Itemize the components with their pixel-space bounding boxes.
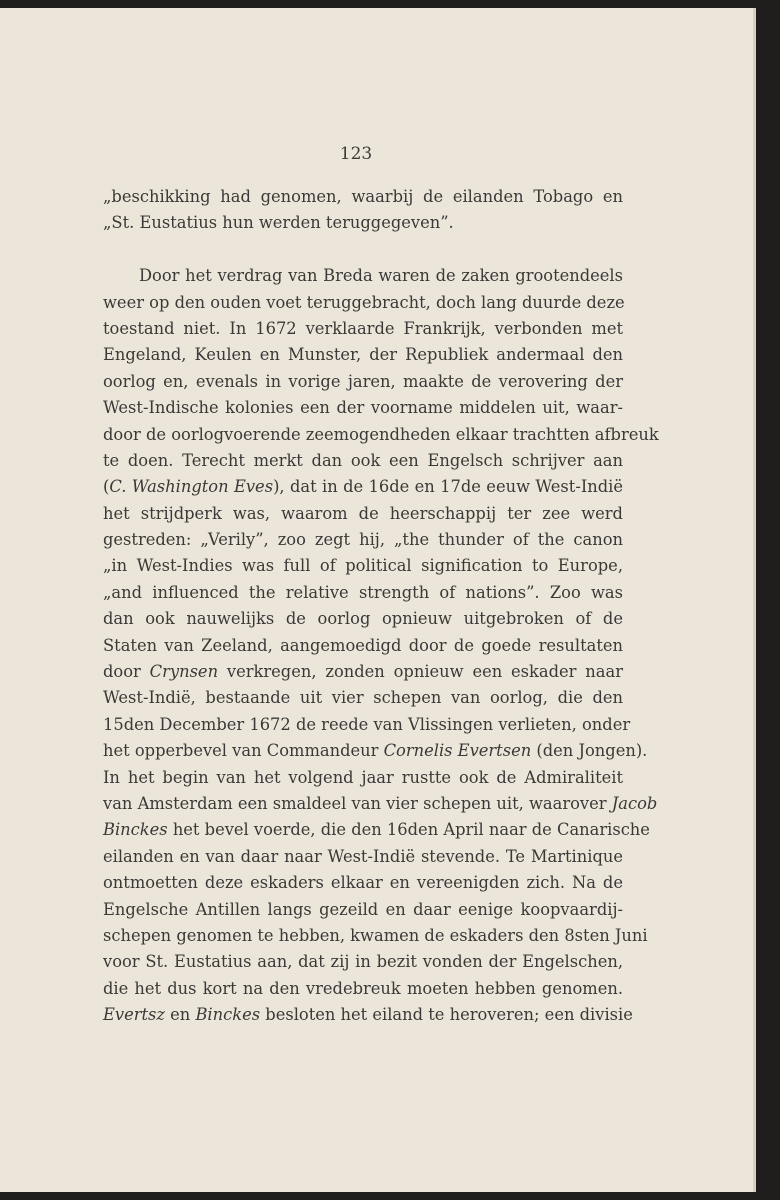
text-line — [103, 897, 623, 923]
text-run: voor St. Eustatius aan, dat zij in bezit vonden der Engelschen, — [103, 952, 623, 972]
text-run: Staten van Zeeland, aangemoedigd door de goede resultaten — [103, 635, 623, 655]
book-page — [0, 8, 756, 1192]
text-line — [103, 976, 623, 1002]
text-run: van Amsterdam een smaldeel van vier schepen uit, waarover — [103, 793, 612, 813]
text-line — [103, 765, 623, 791]
text-line — [103, 1002, 633, 1028]
text-line — [103, 580, 623, 606]
text-line — [103, 844, 623, 870]
text-line — [103, 949, 623, 975]
text-line — [103, 712, 631, 738]
text-run: oorlog en, evenals in vorige jaren, maakte de verovering der — [103, 371, 623, 391]
italic-name: Evertsz — [103, 1005, 165, 1025]
text-line — [103, 342, 623, 368]
text-run: het opperbevel van Commandeur — [103, 741, 384, 761]
text-line — [103, 870, 623, 896]
text-run: ( — [103, 477, 110, 497]
text-line — [103, 422, 659, 448]
text-run: 15den December 1672 de reede van Vlissingen verlieten, onder — [103, 714, 631, 734]
italic-name: C. Washington Eves — [109, 477, 274, 497]
text-run: ontmoetten deze eskaders elkaar en vereenigden zich. Na de — [103, 873, 623, 893]
text-line — [103, 501, 623, 527]
italic-name: Crynsen — [149, 662, 219, 682]
text-line — [103, 633, 623, 659]
text-run: besloten het eiland te heroveren; een divisie — [260, 1005, 633, 1025]
text-run: door — [103, 662, 150, 682]
page-number: 123 — [339, 144, 373, 164]
text-line — [103, 263, 623, 289]
text-run: West-Indië, bestaande uit vier schepen van oorlog, die den — [103, 688, 623, 708]
text-line — [103, 923, 648, 949]
text-line — [103, 210, 623, 236]
text-run: het bevel voerde, die den 16den April naar de Canarische — [167, 820, 650, 840]
text-run: weer op den ouden voet teruggebracht, doch lang duurde deze — [103, 292, 625, 312]
text-line — [103, 369, 623, 395]
text-line — [103, 448, 623, 474]
text-line — [103, 553, 623, 579]
text-run: dan ook nauwelijks de oorlog opnieuw uitgebroken of de — [103, 609, 623, 629]
text-line — [103, 527, 623, 553]
text-run: het strijdperk was, waarom de heerschappij ter zee werd — [103, 503, 623, 523]
text-line — [103, 791, 658, 817]
italic-name: Binckes — [195, 1005, 261, 1025]
text-line — [103, 738, 648, 764]
italic-name: Cornelis Evertsen — [383, 741, 532, 761]
paragraph-gap — [103, 237, 623, 263]
text-run: (den Jongen). — [531, 741, 648, 761]
italic-name: Binckes — [103, 820, 168, 840]
text-line — [103, 316, 623, 342]
text-line — [103, 606, 623, 632]
text-run: Door het verdrag van Breda waren de zaken grootendeels — [139, 266, 623, 286]
text-line — [103, 817, 650, 843]
text-line — [103, 290, 623, 316]
text-run: „St. Eustatius hun werden teruggegeven”. — [103, 213, 454, 233]
text-run: en — [164, 1005, 196, 1025]
text-run: die het dus kort na den vredebreuk moeten hebben genomen. — [103, 978, 623, 998]
text-run: ), dat in de 16de en 17de eeuw West-Indië — [273, 477, 623, 497]
text-run: „and influenced the relative strength of nations”. Zoo was — [103, 582, 623, 602]
body-text — [103, 184, 659, 1029]
text-run: toestand niet. In 1672 verklaarde Frankrijk, verbonden met — [103, 318, 623, 338]
italic-name: Jacob — [611, 793, 658, 813]
text-run: schepen genomen te hebben, kwamen de eskaders den 8sten Juni — [103, 925, 648, 945]
text-run: „beschikking had genomen, waarbij de eilanden Tobago en — [103, 187, 623, 206]
text-run: West-Indische kolonies een der voorname middelen uit, waar- — [103, 398, 623, 418]
text-run: verkregen, zonden opnieuw een eskader naar — [218, 662, 623, 682]
text-run: gestreden: „Verily”, zoo zegt hij, „the thunder of the canon — [103, 530, 623, 550]
text-line — [103, 685, 623, 711]
text-run: door de oorlogvoerende zeemogendheden elkaar trachtten afbreuk — [103, 424, 659, 444]
text-run: eilanden en van daar naar West-Indië stevende. Te Martinique — [103, 846, 623, 866]
text-run: te doen. Terecht merkt dan ook een Engelsch schrijver aan — [103, 450, 623, 470]
text-run: Engeland, Keulen en Munster, der Republiek andermaal den — [103, 345, 623, 365]
text-line — [103, 395, 623, 421]
text-line — [103, 474, 623, 500]
text-run: Engelsche Antillen langs gezeild en daar eenige koopvaardij- — [103, 899, 623, 919]
text-line — [103, 184, 623, 210]
text-line — [103, 659, 623, 685]
text-run: In het begin van het volgend jaar rustte ook de Admiraliteit — [103, 767, 623, 787]
text-run: „in West-Indies was full of political signification to Europe, — [103, 556, 623, 576]
